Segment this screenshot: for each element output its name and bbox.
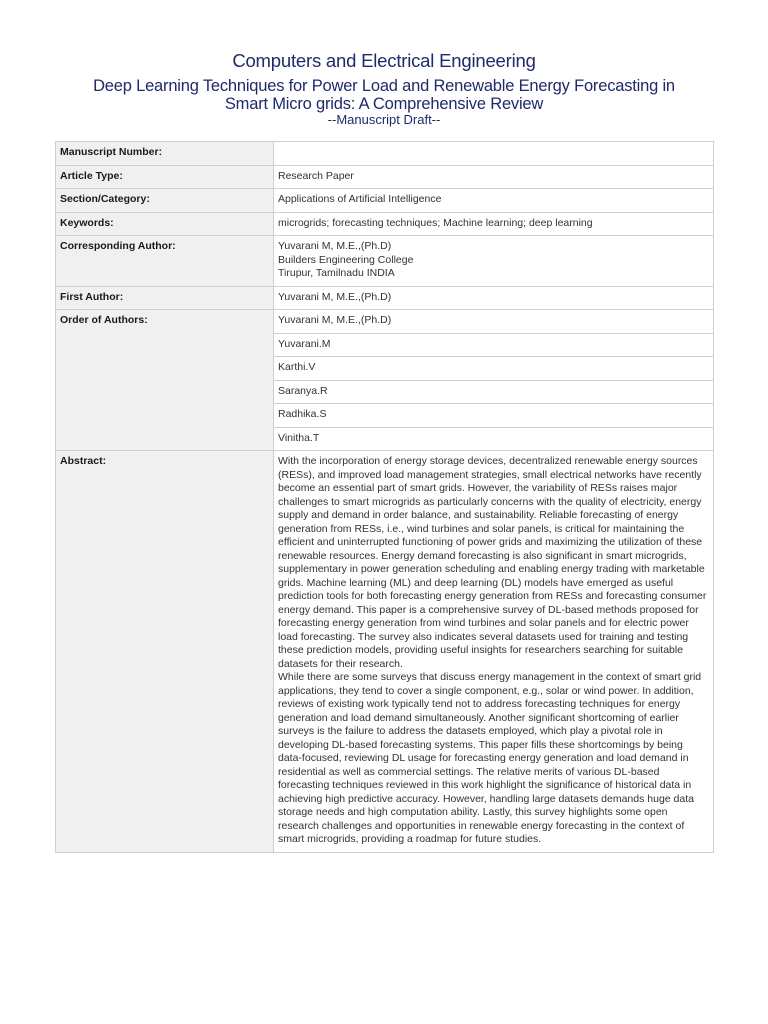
manuscript-number-value [274, 142, 714, 166]
table-row [56, 212, 714, 236]
abstract-paragraph-1: With the incorporation of energy storage devices, decentralized renewable energy sources (RESs), and improved load management strategies, small electrical networks have recently become an essential part of smart grids. However, the variability of RESs raises major challenges to smart microgrids as particularly concerns with the quality of electricity, energy supply and demand in order balance, and sustainability. Reliable forecasting of energy generation from RESs, i.e., wind turbines and solar panels, is critical for maintaining the efficient and uninterrupted functioning of power grids and maximizing the utilization of these renewable resources. Energy demand forecasting is also significant in smart microgrids, supplementary in power generation scheduling and enabling energy trading with marketable grids. Machine learning (ML) and deep learning (DL) models have emerged as useful prediction tools for both forecasting energy generation from RESs and forecasting consumer energy demand. This paper is a comprehensive survey of DL-based methods proposed for forecasting energy generation from wind turbines and solar panels and for electric power load forecasting. The survey also indicates several datasets used for training and testing these prediction models, providing useful insights for researchers searching for suitable datasets for their research. [278, 455, 707, 670]
article-title-line1: Deep Learning Techniques for Power Load and Renewable Energy Forecasting in [93, 77, 675, 95]
author-1: Yuvarani M, M.E.,(Ph.D) [274, 310, 714, 334]
manuscript-number-label: Manuscript Number: [56, 142, 274, 166]
article-type-value: Research Paper [274, 165, 714, 189]
author-3: Karthi.V [274, 357, 714, 381]
article-title [40, 77, 728, 113]
keywords-label: Keywords: [56, 212, 274, 236]
section-value: Applications of Artificial Intelligence [274, 189, 714, 213]
manuscript-metadata-table [55, 141, 714, 853]
draft-label: --Manuscript Draft-- [327, 112, 441, 127]
first-author-value: Yuvarani M, M.E.,(Ph.D) [274, 286, 714, 310]
article-title-line2: Smart Micro grids: A Comprehensive Review [224, 95, 544, 113]
table-row [56, 310, 714, 334]
table-row [56, 142, 714, 166]
abstract-paragraph-2: While there are some surveys that discuss energy management in the context of smart grid applications, they tend to cover a single component, e.g., solar or wind power. In addition, reviews of existing work typically tend not to address forecasting techniques for energy generation and load demand simultaneously. Another significant shortcoming of earlier surveys is the failure to address the datasets employed, which play a pivotal role in developing DL-based forecasting systems. This paper fills these shortcomings by being data-focused, reviewing DL usage for forecasting energy generation and load demand in residential as well as commercial settings. The relative merits of various DL-based forecasting techniques reviewed in this work highlight the significance of historical data in achieving high predictive accuracy. However, handling large datasets demands huge data storage needs and high computation ability. Lastly, this survey highlights some open research challenges and opportunities in renewable energy forecasting in the context of smart microgrids, providing a roadmap for future studies. [278, 671, 702, 845]
table-row [56, 189, 714, 213]
table-row [56, 165, 714, 189]
corresponding-author-name: Yuvarani M, M.E.,(Ph.D) [278, 240, 392, 252]
table-row [56, 451, 714, 853]
author-2: Yuvarani.M [274, 333, 714, 357]
abstract-value [274, 451, 714, 853]
table-row [56, 236, 714, 287]
corresponding-author-institution: Builders Engineering College [278, 253, 414, 266]
table-row [56, 286, 714, 310]
abstract-label: Abstract: [56, 451, 274, 853]
keywords-value: microgrids; forecasting techniques; Machine learning; deep learning [274, 212, 714, 236]
journal-name: Computers and Electrical Engineering [232, 50, 536, 71]
corresponding-author-location: Tirupur, Tamilnadu INDIA [278, 267, 395, 279]
author-6: Vinitha.T [274, 427, 714, 451]
first-author-label: First Author: [56, 286, 274, 310]
author-5: Radhika.S [274, 404, 714, 428]
author-4: Saranya.R [274, 380, 714, 404]
corresponding-author-label: Corresponding Author: [56, 236, 274, 287]
section-label: Section/Category: [56, 189, 274, 213]
corresponding-author-value [274, 236, 714, 287]
article-type-label: Article Type: [56, 165, 274, 189]
order-of-authors-label: Order of Authors: [56, 310, 274, 451]
